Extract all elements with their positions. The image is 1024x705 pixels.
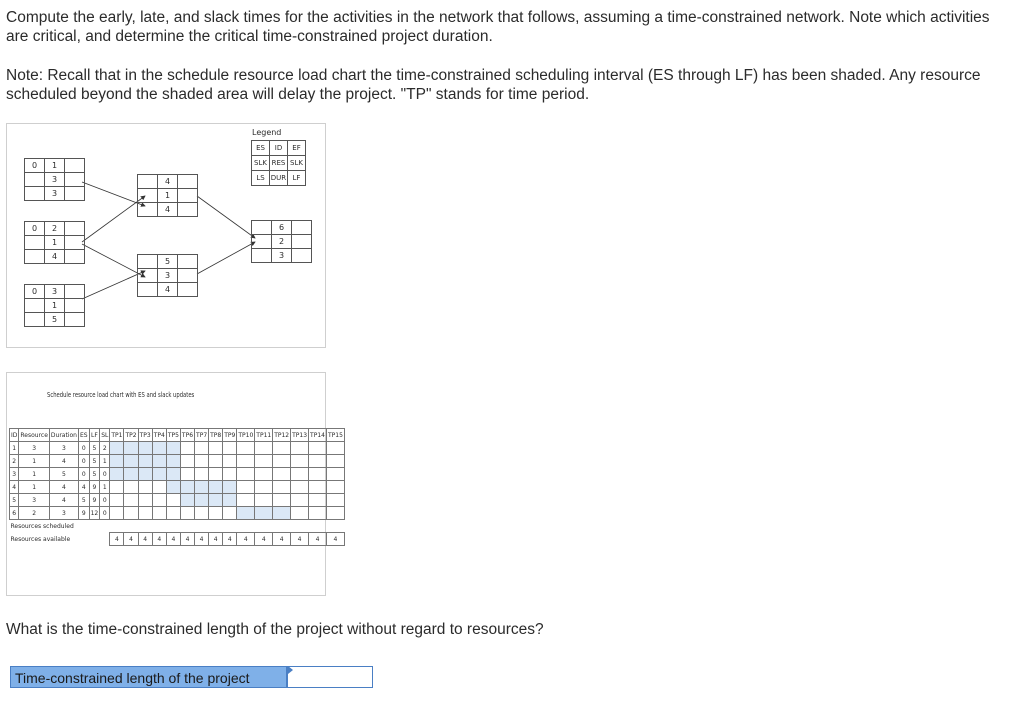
legend-title: Legend xyxy=(252,128,282,137)
schedule-period-cell xyxy=(255,481,273,494)
schedule-resource-load-chart xyxy=(6,372,343,596)
schedule-period-cell xyxy=(195,468,209,481)
schedule-row xyxy=(10,481,345,494)
arrow-3-5 xyxy=(82,271,145,299)
schedule-period-cell xyxy=(166,455,180,468)
schedule-period-cell xyxy=(237,507,255,520)
schedule-period-cell xyxy=(180,455,194,468)
schedule-period-cell xyxy=(152,494,166,507)
available-cell: 4 xyxy=(180,533,194,546)
answer-input[interactable] xyxy=(287,666,373,688)
schedule-period-cell xyxy=(223,442,237,455)
schedule-period-cell xyxy=(273,494,291,507)
schedule-period-cell xyxy=(152,442,166,455)
schedule-header-cell: TP2 xyxy=(124,429,138,442)
schedule-cell-dur: 4 xyxy=(49,481,78,494)
schedule-period-cell xyxy=(255,442,273,455)
network-diagram xyxy=(6,123,326,348)
scheduled-cell xyxy=(209,520,223,533)
scheduled-cell xyxy=(237,520,255,533)
schedule-period-cell xyxy=(309,507,327,520)
schedule-row xyxy=(10,507,345,520)
scheduled-cell xyxy=(180,520,194,533)
answer-marker-icon xyxy=(288,666,293,674)
schedule-period-cell xyxy=(180,481,194,494)
schedule-cell-id: 3 xyxy=(10,468,19,481)
schedule-period-cell xyxy=(326,468,344,481)
schedule-header-cell: TP12 xyxy=(273,429,291,442)
schedule-cell-lf: 9 xyxy=(89,494,100,507)
available-cell: 4 xyxy=(326,533,344,546)
available-cell: 4 xyxy=(291,533,309,546)
schedule-period-cell xyxy=(291,442,309,455)
schedule-period-cell xyxy=(138,481,152,494)
question-intro: Compute the early, late, and slack times for the activities in the network that follows, assuming a time-constrained network. Note which activities are critical, and determine the critical time-constrained project duration. xyxy=(6,9,990,45)
schedule-cell-sl: 1 xyxy=(100,481,110,494)
schedule-period-cell xyxy=(273,468,291,481)
schedule-row xyxy=(10,455,345,468)
schedule-period-cell xyxy=(237,442,255,455)
schedule-cell-es: 0 xyxy=(78,442,89,455)
schedule-period-cell xyxy=(209,455,223,468)
available-cell: 4 xyxy=(166,533,180,546)
schedule-period-cell xyxy=(223,468,237,481)
schedule-cell-es: 9 xyxy=(78,507,89,520)
available-cell: 4 xyxy=(237,533,255,546)
schedule-period-cell xyxy=(152,507,166,520)
resources-scheduled-row xyxy=(10,520,345,533)
schedule-period-cell xyxy=(110,481,124,494)
schedule-header-cell: SL xyxy=(100,429,110,442)
scheduled-cell xyxy=(124,520,138,533)
schedule-period-cell xyxy=(291,481,309,494)
schedule-cell-res: 1 xyxy=(19,481,50,494)
available-cell: 4 xyxy=(152,533,166,546)
schedule-header-cell: ES xyxy=(78,429,89,442)
schedule-period-cell xyxy=(180,507,194,520)
schedule-period-cell xyxy=(152,468,166,481)
schedule-period-cell xyxy=(309,455,327,468)
resources-available-row xyxy=(10,533,345,546)
schedule-period-cell xyxy=(138,507,152,520)
schedule-period-cell xyxy=(209,494,223,507)
schedule-period-cell xyxy=(223,494,237,507)
schedule-period-cell xyxy=(291,507,309,520)
node-1: 0 1 3 3 xyxy=(24,158,85,201)
schedule-period-cell xyxy=(273,455,291,468)
node-4: 4 1 4 xyxy=(137,174,198,217)
schedule-cell-lf: 5 xyxy=(89,442,100,455)
schedule-cell-id: 6 xyxy=(10,507,19,520)
node-3: 0 3 1 5 xyxy=(24,284,85,327)
schedule-period-cell xyxy=(195,494,209,507)
schedule-row xyxy=(10,442,345,455)
schedule-cell-lf: 5 xyxy=(89,468,100,481)
schedule-period-cell xyxy=(138,468,152,481)
schedule-period-cell xyxy=(237,481,255,494)
schedule-header-cell: TP13 xyxy=(291,429,309,442)
schedule-period-cell xyxy=(166,507,180,520)
scheduled-cell xyxy=(110,520,124,533)
schedule-period-cell xyxy=(110,442,124,455)
schedule-period-cell xyxy=(195,507,209,520)
schedule-header-cell: TP7 xyxy=(195,429,209,442)
scheduled-cell xyxy=(138,520,152,533)
schedule-header-cell: TP3 xyxy=(138,429,152,442)
schedule-period-cell xyxy=(195,481,209,494)
legend-table: ES ID EF SLK RES SLK LS DUR LF xyxy=(251,140,306,186)
schedule-period-cell xyxy=(326,481,344,494)
schedule-cell-dur: 3 xyxy=(49,442,78,455)
schedule-header-cell: ID xyxy=(10,429,19,442)
schedule-period-cell xyxy=(273,481,291,494)
schedule-period-cell xyxy=(291,455,309,468)
schedule-period-cell xyxy=(195,442,209,455)
schedule-cell-id: 1 xyxy=(10,442,19,455)
question-prompt: What is the time-constrained length of the project without regard to resources? xyxy=(6,621,544,638)
schedule-period-cell xyxy=(326,507,344,520)
available-cell: 4 xyxy=(255,533,273,546)
schedule-row xyxy=(10,468,345,481)
schedule-header-cell: TP1 xyxy=(110,429,124,442)
schedule-period-cell xyxy=(124,455,138,468)
schedule-header-cell: TP10 xyxy=(237,429,255,442)
available-cell: 4 xyxy=(195,533,209,546)
available-cell: 4 xyxy=(138,533,152,546)
schedule-period-cell xyxy=(309,494,327,507)
schedule-cell-id: 2 xyxy=(10,455,19,468)
schedule-period-cell xyxy=(124,507,138,520)
schedule-period-cell xyxy=(291,468,309,481)
schedule-header-cell: TP4 xyxy=(152,429,166,442)
schedule-period-cell xyxy=(166,442,180,455)
scheduled-cell xyxy=(223,520,237,533)
schedule-cell-es: 5 xyxy=(78,494,89,507)
schedule-period-cell xyxy=(326,455,344,468)
node-5: 5 3 4 xyxy=(137,254,198,297)
schedule-cell-lf: 5 xyxy=(89,455,100,468)
schedule-period-cell xyxy=(110,494,124,507)
schedule-period-cell xyxy=(237,494,255,507)
available-cell: 4 xyxy=(209,533,223,546)
scheduled-cell xyxy=(255,520,273,533)
schedule-header-cell: Resource xyxy=(19,429,50,442)
resources-scheduled-label: Resources scheduled xyxy=(10,522,74,530)
schedule-header-cell: LF xyxy=(89,429,100,442)
schedule-header-cell: Duration xyxy=(49,429,78,442)
available-cell: 4 xyxy=(309,533,327,546)
schedule-period-cell xyxy=(124,468,138,481)
schedule-period-cell xyxy=(309,442,327,455)
schedule-period-cell xyxy=(138,455,152,468)
schedule-cell-id: 4 xyxy=(10,481,19,494)
schedule-period-cell xyxy=(138,494,152,507)
schedule-cell-es: 0 xyxy=(78,468,89,481)
schedule-period-cell xyxy=(223,455,237,468)
schedule-cell-res: 3 xyxy=(19,494,50,507)
scheduled-cell xyxy=(326,520,344,533)
scheduled-cell xyxy=(166,520,180,533)
schedule-period-cell xyxy=(255,468,273,481)
schedule-period-cell xyxy=(195,455,209,468)
schedule-header-cell: TP15 xyxy=(326,429,344,442)
schedule-period-cell xyxy=(180,468,194,481)
schedule-cell-res: 3 xyxy=(19,442,50,455)
schedule-cell-sl: 1 xyxy=(100,455,110,468)
schedule-period-cell xyxy=(124,442,138,455)
schedule-header-cell: TP11 xyxy=(255,429,273,442)
schedule-cell-es: 0 xyxy=(78,455,89,468)
schedule-period-cell xyxy=(166,481,180,494)
schedule-period-cell xyxy=(326,494,344,507)
schedule-cell-dur: 3 xyxy=(49,507,78,520)
arrow-1-4 xyxy=(82,182,145,206)
schedule-period-cell xyxy=(166,468,180,481)
schedule-period-cell xyxy=(309,468,327,481)
available-cell: 4 xyxy=(273,533,291,546)
schedule-cell-res: 1 xyxy=(19,468,50,481)
answer-label: Time-constrained length of the project xyxy=(10,666,287,688)
node-6: 6 2 3 xyxy=(251,220,312,263)
arrow-4-6 xyxy=(197,196,255,238)
schedule-period-cell xyxy=(255,455,273,468)
schedule-period-cell xyxy=(273,507,291,520)
scheduled-cell xyxy=(309,520,327,533)
available-cell: 4 xyxy=(110,533,124,546)
schedule-cell-dur: 4 xyxy=(49,494,78,507)
resources-available-label: Resources available xyxy=(10,535,71,543)
schedule-period-cell xyxy=(209,468,223,481)
schedule-cell-dur: 5 xyxy=(49,468,78,481)
schedule-period-cell xyxy=(326,442,344,455)
schedule-period-cell xyxy=(180,494,194,507)
schedule-cell-id: 5 xyxy=(10,494,19,507)
schedule-cell-lf: 9 xyxy=(89,481,100,494)
schedule-period-cell xyxy=(209,481,223,494)
scheduled-cell xyxy=(195,520,209,533)
schedule-period-cell xyxy=(237,455,255,468)
schedule-header-cell: TP5 xyxy=(166,429,180,442)
arrow-5-6 xyxy=(197,242,255,274)
schedule-cell-lf: 12 xyxy=(89,507,100,520)
schedule-period-cell xyxy=(110,507,124,520)
available-cell: 4 xyxy=(223,533,237,546)
scheduled-cell xyxy=(152,520,166,533)
schedule-period-cell xyxy=(152,481,166,494)
schedule-period-cell xyxy=(291,494,309,507)
schedule-table xyxy=(9,428,345,546)
schedule-period-cell xyxy=(209,507,223,520)
node-2: 0 2 1 4 xyxy=(24,221,85,264)
schedule-period-cell xyxy=(309,481,327,494)
schedule-title: Schedule resource load chart with ES and slack updates xyxy=(47,391,195,399)
schedule-cell-sl: 2 xyxy=(100,442,110,455)
arrow-2-4 xyxy=(82,196,145,242)
schedule-cell-sl: 0 xyxy=(100,507,110,520)
schedule-period-cell xyxy=(223,507,237,520)
schedule-period-cell xyxy=(209,442,223,455)
schedule-header-cell: TP8 xyxy=(209,429,223,442)
schedule-cell-sl: 0 xyxy=(100,494,110,507)
schedule-cell-dur: 4 xyxy=(49,455,78,468)
question-note: Note: Recall that in the schedule resource load chart the time-constrained scheduling interval (ES through LF) has been shaded. Any resource scheduled beyond the shaded area will delay the project. "TP" stands for time period. xyxy=(6,67,981,103)
schedule-period-cell xyxy=(273,442,291,455)
schedule-header-row xyxy=(10,429,345,442)
schedule-period-cell xyxy=(124,481,138,494)
schedule-period-cell xyxy=(166,494,180,507)
scheduled-cell xyxy=(291,520,309,533)
schedule-period-cell xyxy=(255,494,273,507)
schedule-header-cell: TP9 xyxy=(223,429,237,442)
schedule-period-cell xyxy=(152,455,166,468)
schedule-period-cell xyxy=(124,494,138,507)
schedule-period-cell xyxy=(138,442,152,455)
schedule-cell-sl: 0 xyxy=(100,468,110,481)
scheduled-cell xyxy=(273,520,291,533)
schedule-period-cell xyxy=(255,507,273,520)
schedule-cell-es: 4 xyxy=(78,481,89,494)
schedule-cell-res: 2 xyxy=(19,507,50,520)
schedule-cell-res: 1 xyxy=(19,455,50,468)
schedule-period-cell xyxy=(237,468,255,481)
schedule-period-cell xyxy=(110,468,124,481)
schedule-header-cell: TP14 xyxy=(309,429,327,442)
schedule-period-cell xyxy=(223,481,237,494)
schedule-row xyxy=(10,494,345,507)
available-cell: 4 xyxy=(124,533,138,546)
schedule-period-cell xyxy=(110,455,124,468)
schedule-header-cell: TP6 xyxy=(180,429,194,442)
arrow-2-5 xyxy=(82,244,145,277)
schedule-period-cell xyxy=(180,442,194,455)
